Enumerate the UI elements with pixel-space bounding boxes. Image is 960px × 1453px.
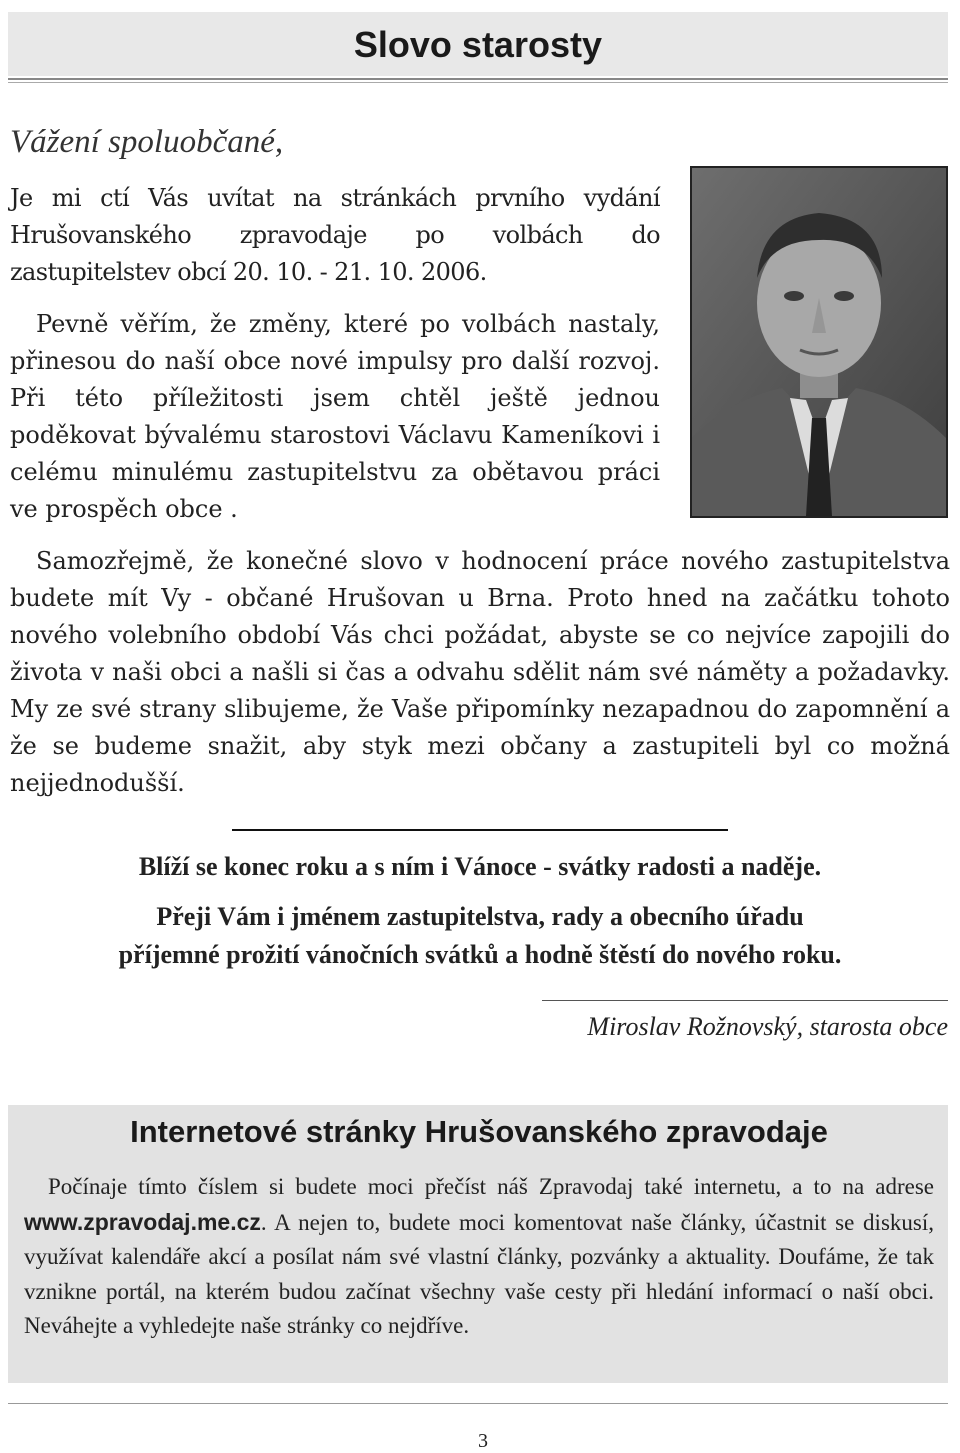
paragraph-welcome: Je mi ctí Vás uvítat na stránkách prvního vydání Hrušovanského zpravodaje po volbách do zastupitelstev obcí 20. 10. - 21. 10. 2006. — [10, 184, 660, 286]
page-title: Slovo starosty — [353, 24, 602, 65]
signature-rule — [542, 1000, 948, 1001]
internet-box-text — [24, 1170, 934, 1344]
website-link[interactable]: www.zpravodaj.me.cz — [24, 1208, 261, 1235]
christmas-wishes — [0, 898, 960, 974]
greeting-line: Blíží se konec roku a s ním i Vánoce - svátky radosti a naděje. — [138, 852, 822, 881]
internet-text-end: . A nejen to, budete moci komentovat naše články, účastnit se diskusí, využívat kalendáře akcí a posílat nám své vlastní články, pozvánky a aktuality. Doufáme, že tak vznikne portál, na kterém budou začínat všechny vaše cesty při hledání informací o naší obci. Neváhejte a vyhledejte naše stránky co nejdříve. — [24, 1209, 934, 1338]
paragraph-call-to-action: Samozřejmě, že konečné slovo v hodnocení práce nového zastupitelstva budete mít Vy - občané Hrušovan u Brna. Proto hned na začátku tohoto nového volebního období Vás chci požádat, abyste se co nejvíce zapojili do života v naši obci a našli si čas a odvahu sdělit nám své náměty a požadavky. My ze své strany slibujeme, že Vaše připomínky nezapadnou do zapomnění a že se budeme snažit, aby styk mezi občany a zastupiteli byl co možná nejjednodušší. — [10, 547, 950, 797]
footer-divider — [8, 1403, 948, 1404]
paragraph-thanks: Pevně věřím, že změny, které po volbách nastaly, přinesou do naší obce nové impulsy pro další rozvoj. Při této příležitosti jsem chtěl ještě jednou poděkovat bývalému starostovi Václavu Kameníkovi i celému minulému zastupitelstvu za obětavou práci ve prospěch obce . — [10, 310, 660, 523]
page-number: 3 — [478, 1430, 488, 1452]
signature: Miroslav Rožnovský, starosta obce — [587, 1012, 948, 1041]
header-divider — [8, 78, 948, 80]
internet-box-title: Internetové stránky Hrušovanského zpravodaje — [130, 1114, 828, 1149]
salutation: Vážení spoluobčané, — [10, 124, 284, 160]
mayor-photo — [690, 166, 948, 518]
portrait-image — [692, 168, 946, 516]
wishes-line-2: příjemné prožití vánočních svátků a hodně štěstí do nového roku. — [118, 940, 842, 969]
section-divider — [232, 829, 728, 831]
header-divider-thin — [8, 82, 948, 83]
internet-text-start: Počínaje tímto číslem si budete moci přečíst náš Zpravodaj také internetu, a to na adrese — [48, 1174, 934, 1199]
wishes-line-1: Přeji Vám i jménem zastupitelstva, rady a obecního úřadu — [156, 902, 804, 931]
